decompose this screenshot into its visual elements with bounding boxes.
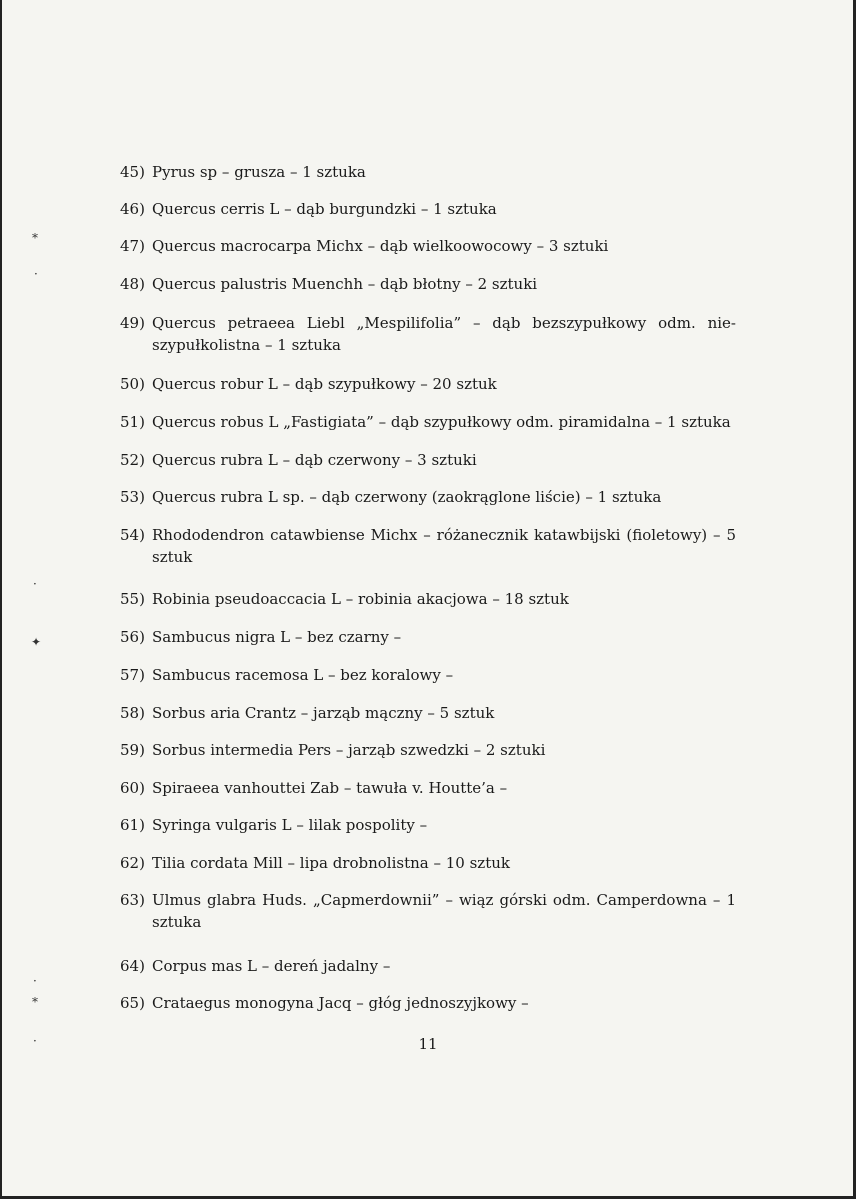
item-number: 58)	[120, 704, 145, 722]
item-text: Spiraeea vanhouttei Zab – tawuła v. Houtte’a –	[152, 779, 508, 797]
list-item	[120, 626, 736, 648]
list-item	[120, 814, 736, 836]
item-text: Pyrus sp – grusza – 1 sztuka	[152, 163, 366, 181]
item-number: 59)	[120, 741, 145, 759]
item-number: 64)	[120, 957, 145, 975]
item-number: 65)	[120, 994, 145, 1012]
list-item	[120, 235, 736, 257]
list-item	[120, 889, 736, 933]
list-item	[120, 588, 736, 610]
scan-speck: ·	[34, 267, 38, 281]
item-text: Corpus mas L – dereń jadalny –	[152, 957, 391, 975]
item-number: 54)	[120, 526, 145, 544]
list-item	[120, 449, 736, 471]
list-item	[120, 273, 736, 295]
list-item	[120, 486, 736, 508]
item-number: 52)	[120, 451, 145, 469]
list-item	[120, 524, 736, 568]
item-text: Quercus rubra L sp. – dąb czerwony (zaokrąglone liście) – 1 sztuka	[152, 488, 662, 506]
item-text-line1: Rhododendron catawbiense Michx – różanecznik katawbijski (fioletowy) – 5	[152, 526, 736, 544]
list-item	[120, 955, 736, 977]
list-item	[120, 852, 736, 874]
item-text: Quercus robur L – dąb szypułkowy – 20 sztuk	[152, 375, 497, 393]
item-number: 49)	[120, 314, 145, 332]
item-number: 53)	[120, 488, 145, 506]
list-item	[120, 411, 736, 433]
item-text: Sorbus intermedia Pers – jarząb szwedzki – 2 sztuki	[152, 741, 546, 759]
item-number: 55)	[120, 590, 145, 608]
item-text: Tilia cordata Mill – lipa drobnolistna – 10 sztuk	[152, 854, 510, 872]
item-number: 50)	[120, 375, 145, 393]
list-item	[120, 702, 736, 724]
item-number: 63)	[120, 891, 145, 909]
item-number: 62)	[120, 854, 145, 872]
scan-speck: ✦	[31, 635, 42, 649]
list-item	[120, 739, 736, 761]
item-text-line1: Ulmus glabra Huds. „Capmerdownii” – wiąz górski odm. Camperdowna – 1	[152, 891, 736, 909]
item-number: 61)	[120, 816, 145, 834]
scan-speck: ·	[33, 1034, 37, 1048]
scan-speck: ⁎	[32, 227, 38, 241]
scan-speck: ·	[33, 577, 37, 591]
list-item	[120, 198, 736, 220]
item-text: Quercus palustris Muenchh – dąb błotny – 2 sztuki	[152, 275, 538, 293]
item-number: 51)	[120, 413, 145, 431]
list-item	[120, 373, 736, 395]
item-text: Quercus cerris L – dąb burgundzki – 1 sztuka	[152, 200, 497, 218]
item-text: Robinia pseudoaccacia L – robinia akacjowa – 18 sztuk	[152, 590, 569, 608]
item-number: 48)	[120, 275, 145, 293]
item-text-line2: sztuka	[152, 913, 202, 931]
list-item	[120, 664, 736, 686]
item-text: Quercus rubra L – dąb czerwony – 3 sztuki	[152, 451, 477, 469]
scan-speck: ·	[33, 974, 37, 988]
item-number: 47)	[120, 237, 145, 255]
item-text: Quercus macrocarpa Michx – dąb wielkoowocowy – 3 sztuki	[152, 237, 609, 255]
item-number: 45)	[120, 163, 145, 181]
item-text: Sambucus racemosa L – bez koralowy –	[152, 666, 454, 684]
item-text: Sorbus aria Crantz – jarząb mączny – 5 sztuk	[152, 704, 495, 722]
scan-speck: ⁎	[32, 991, 38, 1005]
item-text-line1: Quercus petraeea Liebl „Mespilifolia” – dąb bezszypułkowy odm. nie-	[152, 314, 736, 332]
page-number: 11	[418, 1035, 438, 1053]
item-text: Syringa vulgaris L – lilak pospolity –	[152, 816, 428, 834]
list-item	[120, 992, 736, 1014]
item-text-line2: sztuk	[152, 548, 193, 566]
item-text-line2: szypułkolistna – 1 sztuka	[152, 336, 341, 354]
list-item	[120, 312, 736, 356]
item-text: Sambucus nigra L – bez czarny –	[152, 628, 402, 646]
item-text: Quercus robus L „Fastigiata” – dąb szypułkowy odm. piramidalna – 1 sztuka	[152, 413, 731, 431]
item-number: 56)	[120, 628, 145, 646]
list-item	[120, 161, 736, 183]
item-number: 46)	[120, 200, 145, 218]
item-number: 57)	[120, 666, 145, 684]
item-text: Crataegus monogyna Jacq – głóg jednoszyjkowy –	[152, 994, 529, 1012]
list-item	[120, 777, 736, 799]
item-number: 60)	[120, 779, 145, 797]
